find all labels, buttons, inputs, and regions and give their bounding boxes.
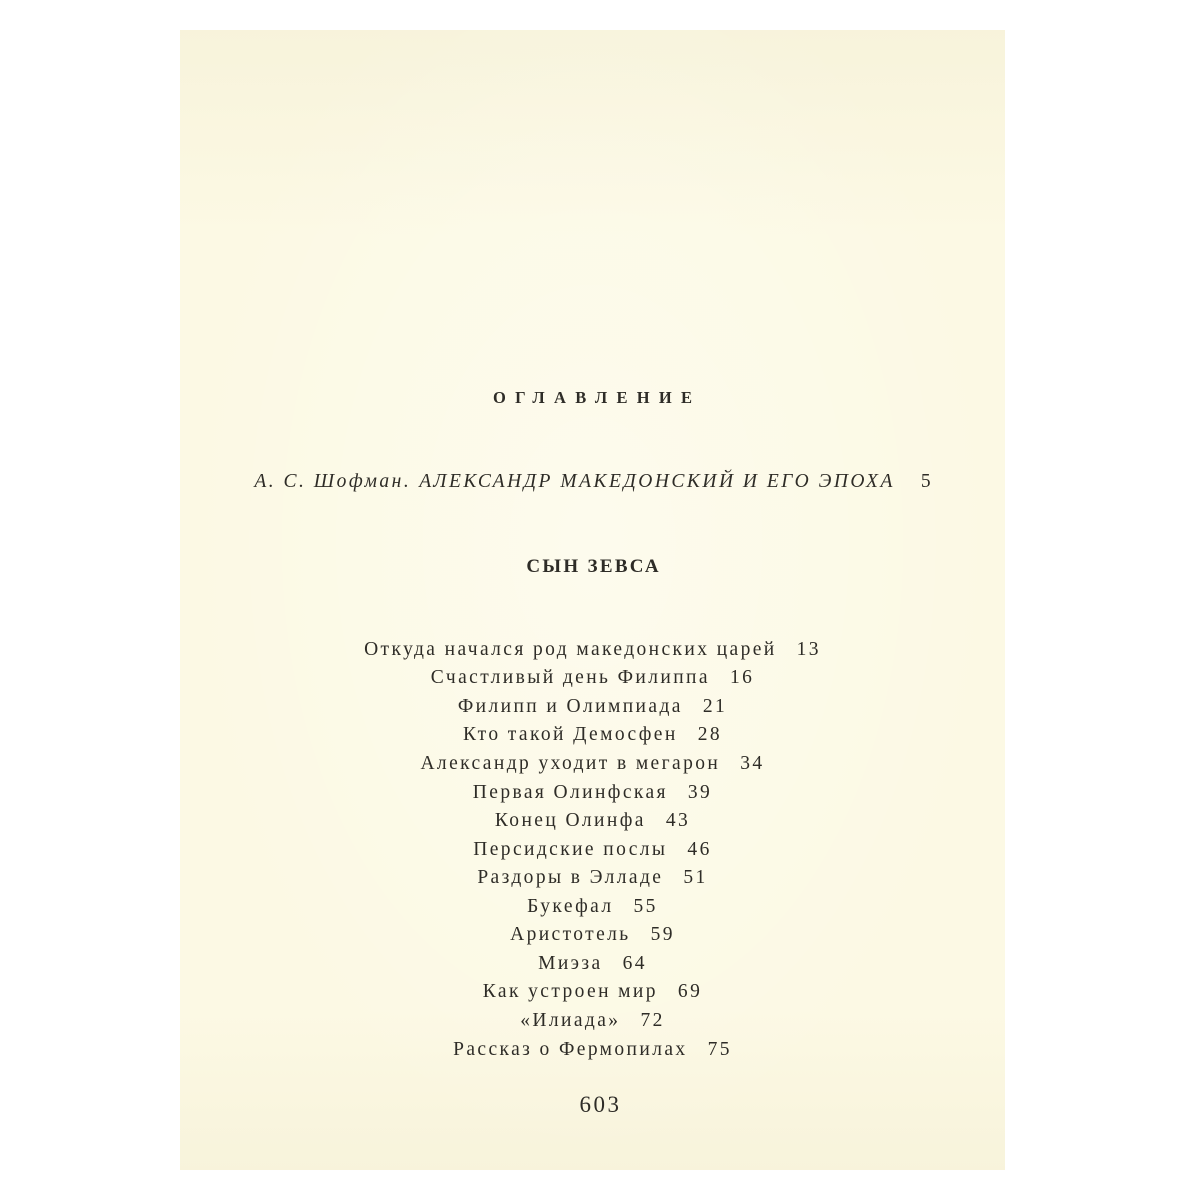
book-page [180, 30, 1005, 1170]
toc-entry-title: Филипп и Олимпиада [457, 695, 683, 717]
toc-entry-page: 55 [633, 895, 658, 917]
toc-entry-title: Первая Олинфская [472, 781, 668, 803]
toc-entry-title: Аристотель [510, 924, 631, 946]
toc-entry [180, 836, 1005, 865]
toc-entry-page: 51 [683, 867, 708, 889]
toc-entry-title: Как устроен мир [482, 981, 658, 1003]
toc-entry [180, 779, 1005, 808]
toc-entry-title: Персидские послы [473, 838, 668, 860]
toc-entry-title: Откуда начался род македонских царей [364, 638, 777, 660]
toc-entry-title: Миэза [538, 952, 603, 974]
toc-entry-page: 69 [677, 981, 703, 1003]
toc-entry [180, 921, 1005, 950]
toc-entry [180, 693, 1005, 722]
toc-entry-page: 64 [622, 952, 647, 974]
toc-entry [180, 1036, 1005, 1065]
toc-entry-title: Конец Олинфа [494, 810, 646, 832]
toc-entry [180, 664, 1005, 693]
toc-entry [180, 807, 1005, 836]
toc-entry-page: 59 [650, 924, 675, 946]
toc-entry [180, 893, 1005, 922]
toc-entry-title: «Илиада» [520, 1010, 621, 1031]
toc-entry [180, 864, 1005, 893]
toc-entry-title: Рассказ о Фермопилах [453, 1038, 688, 1060]
toc-entry-title: Счастливый день Филиппа [430, 667, 710, 689]
toc-entry-page: 28 [697, 724, 722, 746]
intro-essay-author: А. С. Шофман. [254, 471, 412, 492]
toc-entry-page: 43 [665, 810, 691, 832]
toc-entry [180, 721, 1005, 750]
toc-entry-page: 21 [702, 695, 728, 717]
toc-entry [180, 636, 1005, 665]
toc-entry [180, 978, 1005, 1007]
toc-entry-title: Александр уходит в мегарон [420, 752, 721, 774]
toc-entry-page: 75 [707, 1038, 732, 1060]
section-title: СЫН ЗЕВСА [526, 556, 661, 577]
toc-entry [180, 1007, 1005, 1036]
contents-heading: ОГЛАВЛЕНИЕ [492, 388, 702, 407]
toc-entry-page: 13 [796, 638, 821, 660]
toc-entry [180, 750, 1005, 779]
intro-essay-title: АЛЕКСАНДР МАКЕДОНСКИЙ И ЕГО ЭПОХА [419, 471, 895, 492]
intro-essay-entry [180, 468, 1005, 496]
toc-entry-title: Букефал [527, 895, 614, 917]
toc-entry [180, 950, 1005, 979]
intro-essay-page: 5 [920, 471, 931, 492]
toc-entry-page: 34 [740, 752, 765, 774]
toc-entry-page: 39 [687, 781, 713, 803]
toc-entry-page: 46 [687, 838, 712, 860]
toc-entry-title: Раздоры в Элладе [477, 867, 664, 889]
toc-entry-page: 16 [729, 667, 755, 689]
toc-list [180, 636, 1005, 1064]
toc-entry-title: Кто такой Демосфен [462, 724, 678, 746]
toc-entry-page: 72 [640, 1010, 665, 1031]
page-number: 603 [579, 1092, 622, 1117]
